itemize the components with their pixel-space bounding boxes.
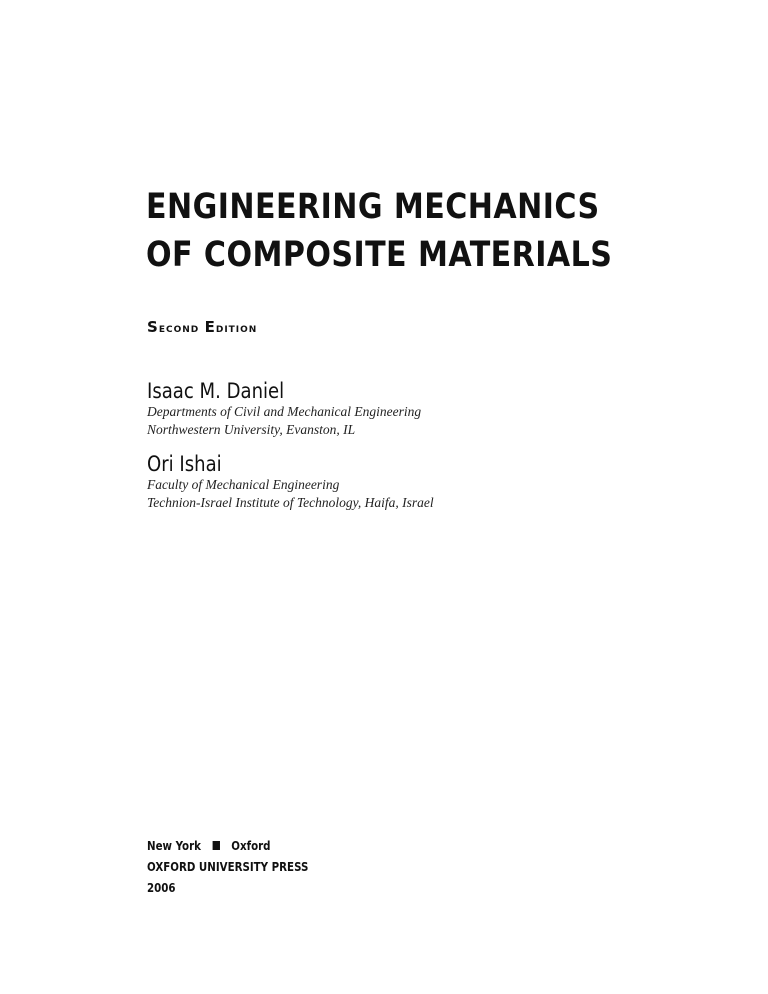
- edition-label: [147, 318, 257, 336]
- author-1-affiliation-line-2: Northwestern University, Evanston, IL: [147, 422, 356, 437]
- publisher-name: OXFORD UNIVERSITY PRESS: [147, 859, 309, 874]
- edition-word1-rest: econd: [158, 320, 200, 335]
- edition-word2-initial: E: [204, 318, 216, 336]
- author-2-affiliation-line-2: Technion-Israel Institute of Technology, Haifa, Israel: [147, 495, 434, 510]
- edition-word2-rest: dition: [215, 320, 258, 335]
- author-name-2: Ori Ishai: [147, 452, 222, 476]
- publisher-cities: [147, 840, 271, 853]
- book-title-line-2: OF COMPOSITE MATERIALS: [146, 235, 613, 275]
- author-2-affiliation-line-1: Faculty of Mechanical Engineering: [147, 477, 340, 492]
- author-1-affiliation-line-1: Departments of Civil and Mechanical Engineering: [147, 404, 422, 419]
- publisher-city-1: New York: [147, 838, 201, 853]
- publisher-city-2: Oxford: [231, 838, 271, 853]
- publication-year: 2006: [147, 880, 176, 895]
- book-title-line-1: ENGINEERING MECHANICS: [146, 187, 600, 227]
- edition-word1-initial: S: [147, 318, 159, 336]
- author-name-1: Isaac M. Daniel: [147, 379, 285, 403]
- black-square-icon: [212, 841, 219, 850]
